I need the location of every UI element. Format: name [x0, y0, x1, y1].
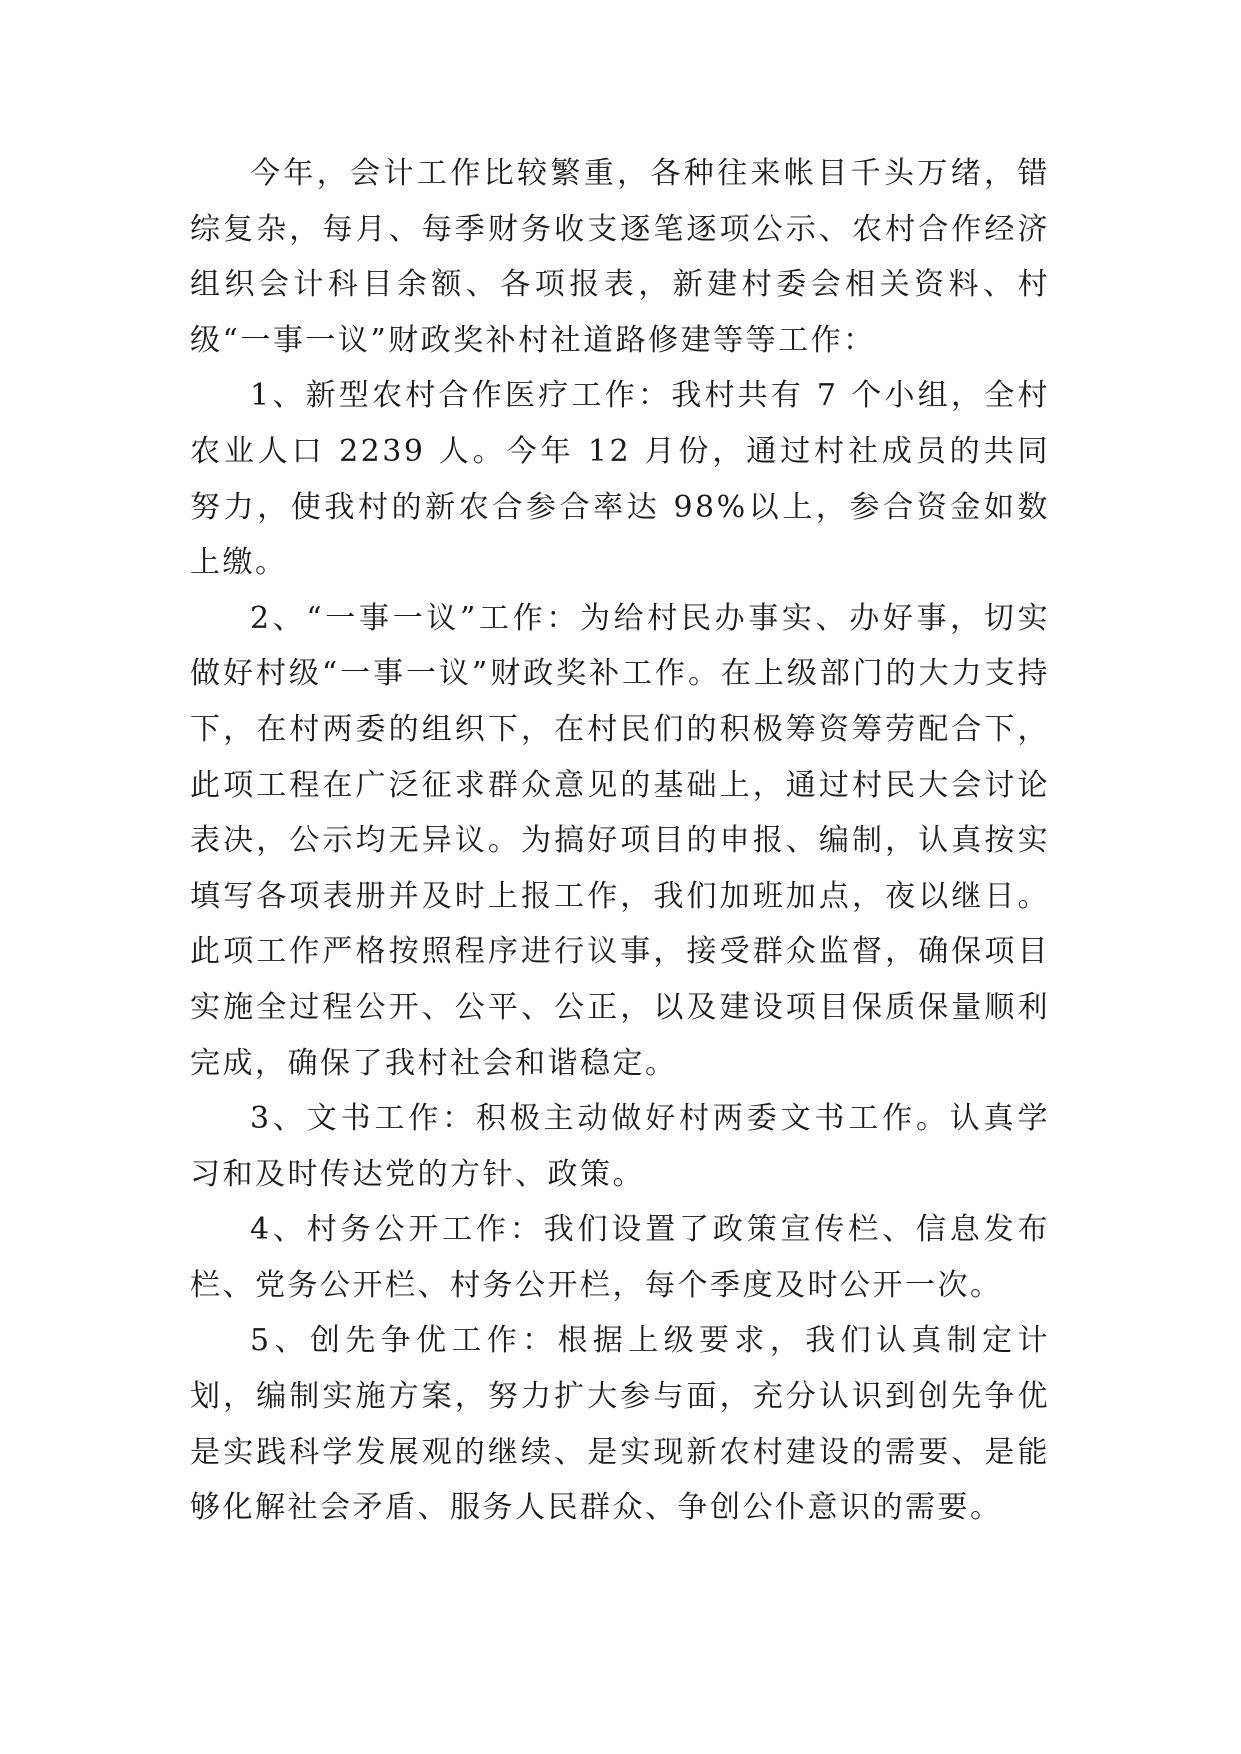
paragraph-item-5: 5、创先争优工作：根据上级要求，我们认真制定计划，编制实施方案，努力扩大参与面，充分认识到创先争优是实践科学发展观的继续、是实现新农村建设的需要、是能够化解社会矛盾、服务人民群众、争创公仆意识的需要。: [190, 1323, 1050, 1526]
document-page: [190, 146, 1050, 1536]
paragraph-item-3: 3、文书工作：积极主动做好村两委文书工作。认真学习和及时传达党的方针、政策。: [190, 1101, 1050, 1192]
paragraph-item-4: 4、村务公开工作：我们设置了政策宣传栏、信息发布栏、党务公开栏、村务公开栏，每个季度及时公开一次。: [190, 1212, 1050, 1303]
paragraph-intro: 今年，会计工作比较繁重，各种往来帐目千头万绪，错综复杂，每月、每季财务收支逐笔逐项公示、农村合作经济组织会计科目余额、各项报表，新建村委会相关资料、村级“一事一议”财政奖补村社道路修建等等工作：: [190, 156, 1050, 358]
paragraph-item-1: 1、新型农村合作医疗工作：我村共有 7 个小组，全村农业人口 2239 人。今年 12 月份，通过村社成员的共同努力，使我村的新农合参合率达 98%以上，参合资金如数上缴。: [190, 378, 1050, 581]
paragraph-item-2: 2、“一事一议”工作：为给村民办事实、办好事，切实做好村级“一事一议”财政奖补工作。在上级部门的大力支持下，在村两委的组织下，在村民们的积极筹资筹劳配合下，此项工程在广泛征求群众意见的基础上，通过村民大会讨论表决，公示均无异议。为搞好项目的申报、编制，认真按实填写各项表册并及时上报工作，我们加班加点，夜以继日。此项工作严格按照程序进行议事，接受群众监督，确保项目实施全过程公开、公平、公正，以及建设项目保质保量顺利完成，确保了我村社会和谐稳定。: [190, 600, 1050, 1081]
